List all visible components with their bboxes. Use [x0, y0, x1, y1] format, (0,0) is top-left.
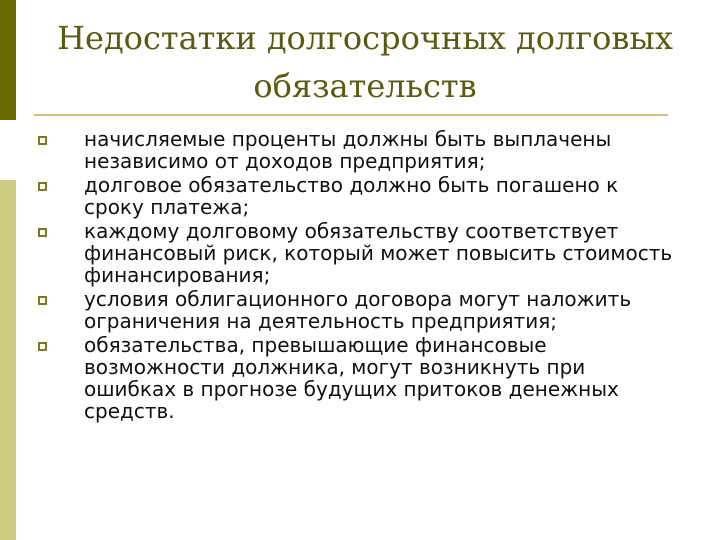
slide-title-line-1: Недостатки долгосрочных долговых [57, 19, 673, 57]
bullet-item [30, 288, 680, 332]
title-divider [34, 114, 668, 116]
hollow-square-icon [38, 342, 47, 351]
bullet-text: начисляемые проценты должны быть выплачены независимо от доходов предприятия; [84, 127, 612, 173]
slide-title [40, 14, 690, 110]
side-accent-gap [0, 120, 16, 180]
bullet-text: долговое обязательство должно быть погашено к сроку платежа; [84, 173, 619, 219]
bullet-list [30, 128, 680, 422]
hollow-square-icon [38, 136, 47, 145]
bullet-item [30, 174, 680, 218]
bullet-item [30, 128, 680, 172]
slide-title-line-2: обязательств [253, 67, 477, 105]
side-accent-bar [0, 0, 16, 540]
hollow-square-icon [38, 296, 47, 305]
side-accent-light [0, 180, 16, 540]
hollow-square-icon [38, 182, 47, 191]
hollow-square-icon [38, 228, 47, 237]
bullet-text: условия облигационного договора могут наложить ограничения на деятельность предприятия; [84, 287, 632, 333]
bullet-item [30, 220, 680, 286]
bullet-text: обязательства, превышающие финансовые возможности должника, могут возникнуть при ошибках в прогнозе будущих притоков денежных средств. [84, 333, 619, 423]
bullet-text: каждому долговому обязательству соответствует финансовый риск, который может повысить стоимость финансирования; [84, 219, 673, 287]
bullet-item [30, 334, 680, 422]
side-accent-dark [0, 0, 16, 120]
